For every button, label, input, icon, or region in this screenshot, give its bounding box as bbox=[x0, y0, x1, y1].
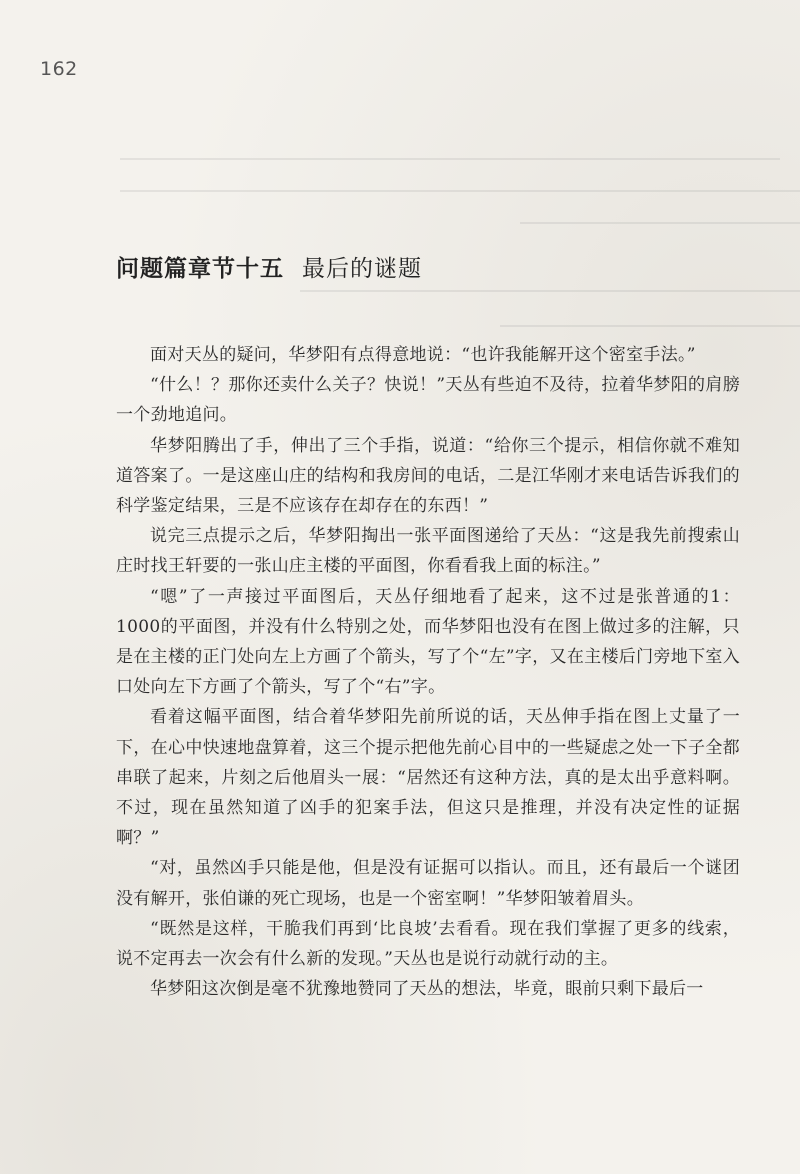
page-number: 162 bbox=[40, 58, 78, 80]
bleed-through-line bbox=[520, 222, 800, 224]
chapter-title: 问题篇章节十五 bbox=[116, 256, 284, 282]
paragraph: 华梦阳腾出了手，伸出了三个手指，说道：“给你三个提示，相信你就不难知道答案了。一是这座山庄的结构和我房间的电话，二是江华刚才来电话告诉我们的科学鉴定结果，三是不应该存在却存在的东西！” bbox=[116, 435, 740, 517]
paragraph: “对，虽然凶手只能是他，但是没有证据可以指认。而且，还有最后一个谜团没有解开，张伯谦的死亡现场，也是一个密室啊！”华梦阳皱着眉头。 bbox=[116, 858, 740, 909]
paragraph: 说完三点提示之后，华梦阳掏出一张平面图递给了天丛：“这是我先前搜索山庄时找王轩要的一张山庄主楼的平面图，你看看我上面的标注。” bbox=[116, 526, 740, 577]
chapter-heading bbox=[116, 250, 422, 283]
body-text bbox=[116, 340, 740, 1004]
paragraph: 看着这幅平面图，结合着华梦阳先前所说的话，天丛伸手指在图上丈量了一下，在心中快速地盘算着，这三个提示把他先前心目中的一些疑虑之处一下子全都串联了起来，片刻之后他眉头一展：“居然还有这种方法，真的是太出乎意料啊。不过，现在虽然知道了凶手的犯案手法，但这只是推理，并没有决定性的证据啊？” bbox=[116, 707, 740, 849]
bleed-through-line bbox=[120, 190, 800, 192]
bleed-through-line bbox=[500, 325, 800, 327]
paragraph: 面对天丛的疑问，华梦阳有点得意地说：“也许我能解开这个密室手法。” bbox=[150, 345, 696, 365]
paragraph: “既然是这样，干脆我们再到‘比良坡’去看看。现在我们掌握了更多的线索，说不定再去一次会有什么新的发现。”天丛也是说行动就行动的主。 bbox=[116, 918, 740, 970]
paragraph: 华梦阳这次倒是毫不犹豫地赞同了天丛的想法，毕竟，眼前只剩下最后一 bbox=[150, 979, 704, 1000]
paragraph: “什么！？那你还卖什么关子？快说！”天丛有些迫不及待，拉着华梦阳的肩膀一个劲地追问。 bbox=[116, 375, 740, 426]
paragraph: “嗯”了一声接过平面图后，天丛仔细地看了起来，这不过是张普通的1：1000的平面图，并没有什么特别之处，而华梦阳也没有在图上做过多的注解，只是在主楼的正门处向左上方画了个箭头，写了个“左”字，又在主楼后门旁地下室入口处向左下方画了个箭头，写了个“右”字。 bbox=[116, 586, 740, 698]
bleed-through-line bbox=[120, 158, 780, 160]
bleed-through-line bbox=[300, 290, 800, 292]
chapter-subtitle: 最后的谜题 bbox=[302, 256, 422, 282]
